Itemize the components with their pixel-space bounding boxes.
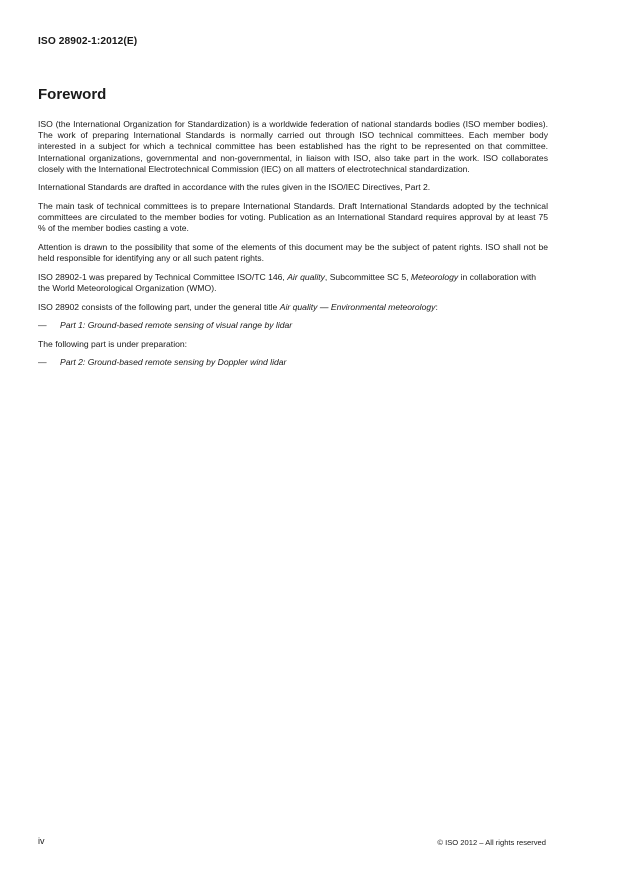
- parts-text-2: :: [435, 301, 438, 312]
- prepared-by-text-1: ISO 28902-1 was prepared by Technical Committee ISO/TC 146,: [38, 271, 288, 282]
- paragraph-preparation: The following part is under preparation:: [38, 338, 188, 349]
- prepared-by-text-3: in collaboration with the World Meteorological Organization (WMO).: [38, 271, 537, 293]
- paragraph-prepared-by: [38, 272, 548, 294]
- prepared-by-italic-2: Meteorology: [410, 271, 459, 282]
- section-title: Foreword: [38, 86, 107, 103]
- list-item-text: Part 1: Ground-based remote sensing of visual range by lidar: [60, 320, 293, 331]
- paragraph-directives: International Standards are drafted in accordance with the rules given in the ISO/IEC Directives, Part 2.: [38, 182, 431, 193]
- paragraph-organization: ISO (the International Organization for Standardization) is a worldwide federation of national standards bodies (ISO member bodies). The work of preparing International Standards is normally carried out through ISO technical committees. Each member body interested in a subject for which a technical committee has been established has the right to be represented on that committee. International organizations, governmental and non-governmental, in liaison with ISO, also take part in the work. ISO collaborates closely with the International Electrotechnical Commission (IEC) on all matters of electrotechnical standardization.: [38, 119, 548, 174]
- list-dash: —: [38, 357, 47, 368]
- list-item: [38, 320, 548, 331]
- foreword-body: [38, 119, 548, 376]
- list-item: [38, 357, 548, 368]
- paragraph-parts: [38, 302, 548, 313]
- document-id: ISO 28902-1:2012(E): [38, 36, 138, 47]
- copyright-notice: © ISO 2012 – All rights reserved: [437, 838, 546, 847]
- list-dash: —: [38, 320, 47, 331]
- prepared-by-text-2: , Subcommittee SC 5,: [324, 271, 411, 282]
- paragraph-committees: The main task of technical committees is to prepare International Standards. Draft International Standards adopted by the technical committees are circulated to the member bodies for voting. Publication as an International Standard requires approval by at least 75 % of the member bodies casting a vote.: [38, 201, 548, 234]
- page-number: iv: [38, 836, 45, 846]
- paragraph-patent: Attention is drawn to the possibility that some of the elements of this document may be the subject of patent rights. ISO shall not be held responsible for identifying any or all such patent rights.: [38, 242, 548, 264]
- list-item-text: Part 2: Ground-based remote sensing by Doppler wind lidar: [60, 357, 287, 368]
- parts-italic-title: Air quality — Environmental meteorology: [279, 301, 436, 312]
- prepared-by-italic-1: Air quality: [287, 271, 325, 282]
- parts-text-1: ISO 28902 consists of the following part, under the general title: [38, 301, 280, 312]
